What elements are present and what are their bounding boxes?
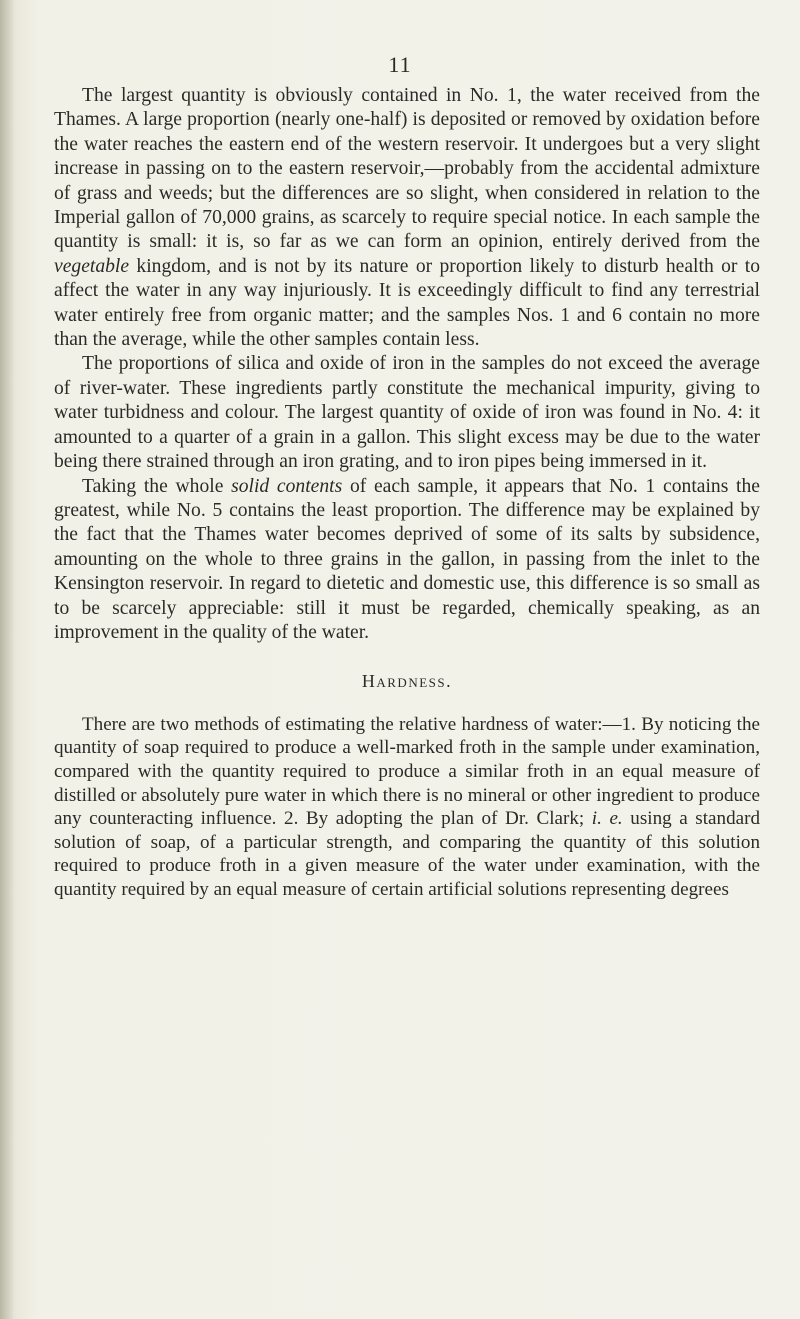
paragraph-text: of each sample, it appears that No. 1 contains the greatest, while No. 5 contains the least proportion. The difference may be explained by the fact that the Thames water becomes deprived of some of its salts by subsidence, amounting on the whole to three grains in the gallon, in passing from the inlet to the Kensington reservoir. In regard to dietetic and domestic use, this difference is so small as to be scarcely appreciable: still it must be regarded, chemically speaking, as an improvement in the quality of the water. xyxy=(54,475,760,643)
hardness-section xyxy=(54,713,760,902)
paragraph-text: Taking the whole xyxy=(82,475,232,497)
paragraph-text: using a standard solution of soap, of a particular strength, and comparing the quantity of this solution required to produce froth in a given measure of the water under examination, with the quantity required by an equal measure of certain artificial solutions representing degrees xyxy=(54,808,760,900)
italic-term: solid contents xyxy=(231,475,343,497)
italic-term: i. e. xyxy=(591,808,623,830)
paragraph-text: There are two methods of estimating the relative hardness of water:—1. By noticing the quantity of soap required to produce a well-marked froth in the sample under examination, compared with the quantity required to produce a similar froth in an equal measure of distilled or absolutely pure water in which there is no mineral or other ingredient to produce any counteracting influence. 2. By adopting the plan of Dr. Clark; xyxy=(54,713,760,830)
paragraph-solid-contents xyxy=(54,475,760,646)
italic-term: vegetable xyxy=(54,255,130,277)
paragraph-hardness-methods xyxy=(54,713,760,902)
section-heading-hardness: Hardness. xyxy=(361,671,453,692)
paragraph-text: The proportions of silica and oxide of iron in the samples do not exceed the average of river-water. These ingredients partly constitute the mechanical impurity, giving to water turbidness and colour. The largest quantity of oxide of iron was found in No. 4: it amounted to a quarter of a grain in a gallon. This slight excess may be due to the water being there strained through an iron grating, and to iron pipes being immersed in it. xyxy=(54,353,760,473)
paragraph-text: The largest quantity is obviously contained in No. 1, the water received from the Thames. A large proportion (nearly one-half) is deposited or removed by oxidation before the water reaches the eastern end of the western reservoir. It undergoes but a very slight increase in passing on to the eastern reservoir,—probably from the accidental admixture of grass and weeds; but the differences are so slight, when considered in relation to the Imperial gallon of 70,000 grains, as scarcely to require special notice. In each sample the quantity is small: it is, so far as we can form an opinion, entirely derived from the xyxy=(54,85,760,253)
body-text xyxy=(54,84,760,902)
page-number: 11 xyxy=(388,52,412,77)
paragraph-organic-matter xyxy=(54,84,760,352)
paragraph-text: kingdom, and is not by its nature or proportion likely to disturb health or to affect the water in any way injuriously. It is exceedingly difficult to find any terrestrial water entirely free from organic matter; and the samples Nos. 1 and 6 contain no more than the average, while the other samples contain less. xyxy=(54,255,760,351)
paragraph-silica-iron xyxy=(54,352,760,474)
page-binding-shadow xyxy=(0,0,14,1319)
